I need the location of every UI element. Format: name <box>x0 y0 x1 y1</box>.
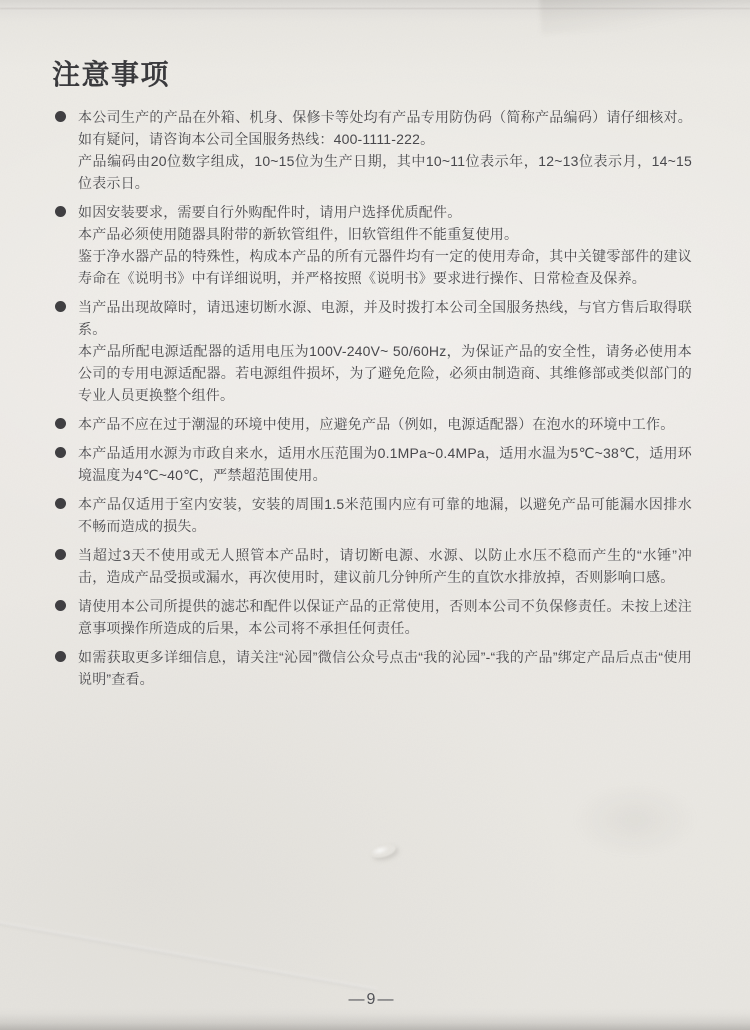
paper-crease <box>539 0 750 35</box>
note-item <box>52 646 692 690</box>
note-item <box>52 442 692 486</box>
note-paragraph: 本产品不应在过于潮湿的环境中使用，应避免产品（例如，电源适配器）在泡水的环境中工作。 <box>78 416 675 432</box>
paper-bottom-edge <box>0 1014 750 1030</box>
note-paragraph: 当超过3天不使用或无人照管本产品时，请切断电源、水源、以防止水压不稳而产生的“水锤”冲击，造成产品受损或漏水，再次使用时，建议前几分钟所产生的直饮水排放掉，否则影响口感。 <box>78 547 692 585</box>
bullet-icon <box>55 301 66 312</box>
note-paragraph: 如需获取更多详细信息，请关注“沁园”微信公众号点击“我的沁园”-“我的产品”绑定产品后点击“使用说明”查看。 <box>78 649 692 687</box>
bullet-icon <box>55 549 66 560</box>
note-item <box>52 413 692 435</box>
bullet-icon <box>55 206 66 217</box>
note-paragraph: 产品编码由20位数字组成，10~15位为生产日期，其中10~11位表示年，12~13位表示月，14~15位表示日。 <box>78 153 692 191</box>
note-item <box>52 201 692 289</box>
bullet-icon <box>55 111 66 122</box>
note-paragraph: 本公司生产的产品在外箱、机身、保修卡等处均有产品专用防伪码（简称产品编码）请仔细核对。如有疑问，请咨询本公司全国服务热线：400-1111-222。 <box>78 109 692 147</box>
paper-crease <box>0 916 377 992</box>
note-paragraph: 本产品仅适用于室内安装，安装的周围1.5米范围内应有可靠的地漏，以避免产品可能漏水因排水不畅而造成的损失。 <box>78 496 692 534</box>
page-title: 注意事项 <box>52 59 171 90</box>
page-number: —9— <box>348 991 396 1008</box>
note-paragraph: 如因安装要求，需要自行外购配件时，请用户选择优质配件。 <box>78 204 462 220</box>
bullet-icon <box>55 418 66 429</box>
paper-dimple <box>369 842 397 860</box>
note-item <box>52 296 692 406</box>
bullet-icon <box>55 498 66 509</box>
bullet-icon <box>55 447 66 458</box>
note-paragraph: 本产品必须使用随器具附带的新软管组件，旧软管组件不能重复使用。 <box>78 226 519 242</box>
bullet-icon <box>55 600 66 611</box>
note-item <box>52 493 692 537</box>
bullet-icon <box>55 651 66 662</box>
paper-top-edge <box>0 8 750 9</box>
note-item <box>52 544 692 588</box>
paper-crease <box>560 760 710 880</box>
note-paragraph: 本产品适用水源为市政自来水，适用水压范围为0.1MPa~0.4MPa，适用水温为5℃~38℃，适用环境温度为4℃~40℃，严禁超范围使用。 <box>78 445 692 483</box>
note-item <box>52 106 692 194</box>
note-paragraph: 本产品所配电源适配器的适用电压为100V-240V~ 50/60Hz，为保证产品的安全性，请务必使用本公司的专用电源适配器。若电源组件损坏，为了避免危险，必须由制造商、其维修部或类似部门的专业人员更换整个组件。 <box>78 343 692 403</box>
note-paragraph: 当产品出现故障时，请迅速切断水源、电源，并及时拨打本公司全国服务热线，与官方售后取得联系。 <box>78 299 692 337</box>
note-item <box>52 595 692 639</box>
notes-list <box>52 106 692 697</box>
note-paragraph: 鉴于净水器产品的特殊性，构成本产品的所有元器件均有一定的使用寿命，其中关键零部件的建议寿命在《说明书》中有详细说明，并严格按照《说明书》要求进行操作、日常检查及保养。 <box>78 248 692 286</box>
note-paragraph: 请使用本公司所提供的滤芯和配件以保证产品的正常使用，否则本公司不负保修责任。未按上述注意事项操作所造成的后果，本公司将不承担任何责任。 <box>78 598 692 636</box>
